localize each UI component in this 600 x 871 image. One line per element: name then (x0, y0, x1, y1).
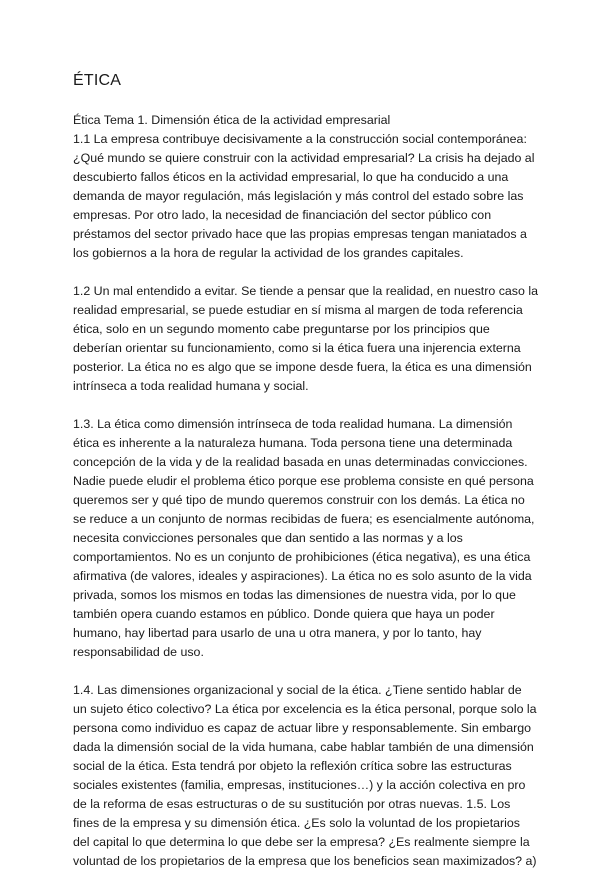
text-line: dada la dimensión social de la vida humana, cabe hablar también de una dimensión (73, 740, 534, 754)
text-line: comportamientos. No es un conjunto de prohibiciones (ética negativa), es una ética (73, 550, 531, 564)
text-line: empresas. Por otro lado, la necesidad de financiación del sector público con (73, 208, 492, 222)
text-line: afirmativa (de valores, ideales y aspiraciones). La ética no es solo asunto de la vida (73, 569, 532, 583)
text-line: los gobiernos a la hora de regular la actividad de los grandes capitales. (73, 246, 464, 260)
text-line: ¿Qué mundo se quiere construir con la actividad empresarial? La crisis ha dejado al (73, 151, 535, 165)
text-line: se reduce a un conjunto de normas recibidas de fuera; es esencialmente autónoma, (73, 512, 535, 526)
text-line: realidad empresarial, se puede estudiar en sí misma al margen de toda referencia (73, 303, 523, 317)
paragraph-1-1 (73, 130, 540, 263)
text-line: 1.3. La ética como dimensión intrínseca de toda realidad humana. La dimensión (73, 417, 513, 431)
text-line: voluntad de los propietarios de la empresa que los beneficios sean maximizados? a) (73, 854, 537, 868)
text-line: 1.1 La empresa contribuye decisivamente a la construcción social contemporánea: (73, 132, 527, 146)
text-line: demanda de mayor regulación, más legislación y más control del estado sobre las (73, 189, 524, 203)
text-line: ética, solo en un segundo momento cabe preguntarse por los principios que (73, 322, 490, 336)
text-line: del capital lo que determina lo que debe ser la empresa? ¿Es realmente siempre la (73, 835, 530, 849)
text-line: también opera cuando estamos en público. Donde quiera que haya un poder (73, 607, 495, 621)
text-line: posterior. La ética no es algo que se impone desde fuera, la ética es una dimensión (73, 360, 532, 374)
text-line: social de la ética. Esta tendrá por objeto la reflexión crítica sobre las estructuras (73, 759, 512, 773)
paragraph-1-2 (73, 282, 540, 396)
text-line: descubierto fallos éticos en la actividad empresarial, lo que ha conducido a una (73, 170, 509, 184)
text-line: 1.4. Las dimensiones organizacional y social de la ética. ¿Tiene sentido hablar de (73, 683, 522, 697)
text-line: ética es inherente a la naturaleza humana. Toda persona tiene una determinada (73, 436, 513, 450)
text-line: humano, hay libertad para usarlo de una u otra manera, y por lo tanto, hay (73, 626, 482, 640)
text-line: queremos ser y qué tipo de mundo queremos construir con los demás. La ética no (73, 493, 525, 507)
text-line: 1.2 Un mal entendido a evitar. Se tiende a pensar que la realidad, en nuestro caso la (73, 284, 538, 298)
text-line: necesita convicciones personales que dan sentido a las normas y a los (73, 531, 463, 545)
text-line: de la reforma de esas estructuras o de su sustitución por otras nuevas. 1.5. Los (73, 797, 511, 811)
paragraph-1-4 (73, 681, 540, 871)
text-line: concepción de la vida y de la realidad basada en unas determinadas convicciones. (73, 455, 528, 469)
text-line: intrínseca a toda realidad humana y social. (73, 379, 309, 393)
text-line: fines de la empresa y su dimensión ética. ¿Es solo la voluntad de los propietarios (73, 816, 520, 830)
text-line: Nadie puede eludir el problema ético porque ese problema consiste en qué persona (73, 474, 534, 488)
paragraph-1-3 (73, 415, 540, 662)
document-title: ÉTICA (73, 72, 122, 89)
section-heading: Ética Tema 1. Dimensión ética de la actividad empresarial (73, 113, 391, 127)
text-line: préstamos del sector privado hace que las propias empresas tengan maniatados a (73, 227, 527, 241)
text-line: persona como individuo es capaz de actuar libre y responsablemente. Sin embargo (73, 721, 532, 735)
text-line: sociales existentes (familia, empresas, instituciones…) y la acción colectiva en pro (73, 778, 526, 792)
text-line: deberían orientar su funcionamiento, como si la ética fuera una injerencia externa (73, 341, 521, 355)
text-line: un sujeto ético colectivo? La ética por excelencia es la ética personal, porque solo la (73, 702, 537, 716)
text-line: responsabilidad de uso. (73, 645, 204, 659)
text-line: privada, somos los mismos en todas las dimensiones de nuestra vida, por lo que (73, 588, 516, 602)
